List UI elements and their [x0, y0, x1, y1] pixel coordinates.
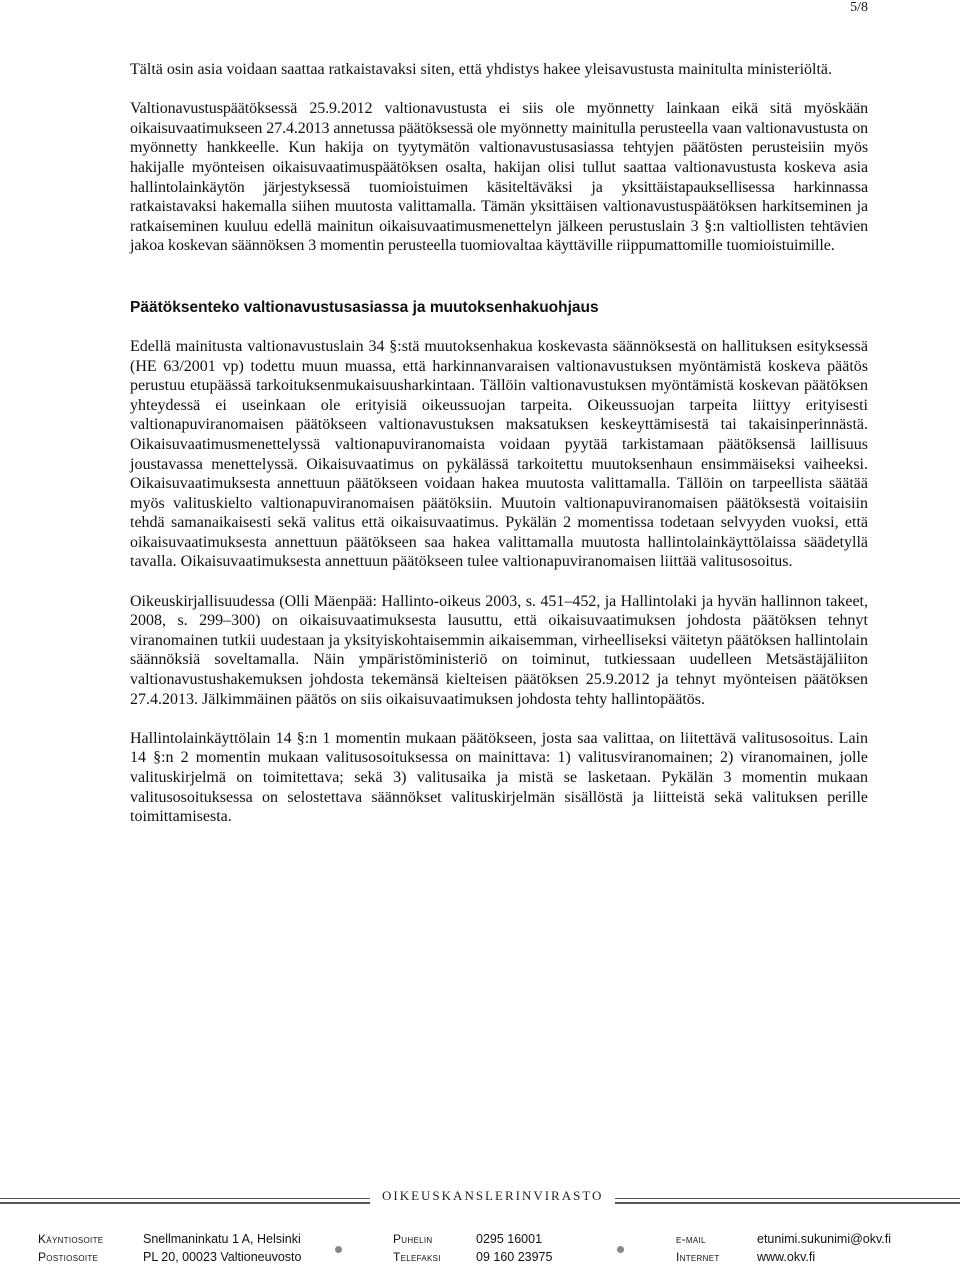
- visiting-address-value: Snellmaninkatu 1 A, Helsinki: [143, 1232, 301, 1246]
- fax-value: 09 160 23975: [476, 1250, 553, 1264]
- document-body: [130, 60, 868, 827]
- paragraph-5: Hallintolainkäyttölain 14 §:n 1 momentin mukaan päätökseen, josta saa valittaa, on liitettävä valitusosoitus. Lain 14 §:n 2 momentin mukaan valitusosoituksessa on mainittava: 1) valitusviranomainen; 2) viranomainen, jolle valituskirjelmä on toimitettava; sekä 3) valitusaika ja mistä se lasketaan. Pykälän 3 momentin mukaan valitusosoituksessa on selostettava säännökset valituskirjelmän sisällöstä ja liitteistä sekä valituksen perille toimittamisesta.: [130, 729, 868, 826]
- footer-contact-info: [0, 1232, 960, 1266]
- email-label: e-mail: [676, 1232, 706, 1246]
- phone-label: Puhelin: [393, 1232, 433, 1246]
- paragraph-3: Edellä mainitusta valtionavustuslain 34 §:stä muutoksenhakua koskevasta säännöksestä on hallituksen esityksessä (HE 63/2001 vp) todettu muun muassa, että harkinnanvaraisen valtionavustuksen myöntämistä koskeva päätös perustuu etupäässä tarkoituksenmukaisuusharkintaan. Tällöin valtionavustuksen myöntämistä koskevan päätöksen yhteydessä ei useinkaan ole erityisiä oikeussuojan tarpeita. Oikeussuojan tarpeita liittyy erityisesti valtionapuviranomaisen päätökseen valtionavustuksen maksatuksen keskeyttämisestä tai takaisinperinnästä. Oikaisuvaatimusmenettelyssä valtionapuviranomaista voidaan pyytää tarkistamaan päätöksensä laillisuus joustavassa menettelyssä. Oikaisuvaatimus on pykälässä tarkoitettu muutoksenhaun ensimmäiseksi vaiheeksi. Oikaisuvaatimuksesta annettuun päätökseen voidaan hakea muutosta valittamalla. Tällöin on tarpeellista säätää myös valituskielto valtionapuviranomaisen päätöksiin. Muutoin valtionapuviranomaisen päätöksestä voitaisiin tehdä samanaikaisesti sekä valitus että oikaisuvaatimus. Pykälän 2 momentissa todetaan selvyyden vuoksi, että oikaisuvaatimuksesta annettuun päätökseen saa hakea valittamalla muutosta hallintolainkäyttölaissa säädetyllä tavalla. Oikaisuvaatimuksesta annettuun päätökseen tulee valtionapuviranomaisen liittää valitusosoitus.: [130, 337, 868, 571]
- page-number: 5/8: [850, 0, 868, 15]
- paragraph-1: Tältä osin asia voidaan saattaa ratkaistavaksi siten, että yhdistys hakee yleisavustusta mainitulta ministeriöltä.: [130, 61, 833, 78]
- internet-label: Internet: [676, 1250, 720, 1264]
- website-link[interactable]: www.okv.fi: [757, 1250, 816, 1264]
- section-heading: Päätöksenteko valtionavustusasiassa ja muutoksenhakuohjaus: [130, 298, 599, 316]
- paragraph-2: Valtionavustuspäätöksessä 25.9.2012 valtionavustusta ei siis ole myönnetty lainkaan eikä sitä myöskään oikaisuvaatimukseen 27.4.2013 annetussa päätöksessä ole myönnetty mainitulla perusteella vaan valtionavustusta on myönnetty hankkeelle. Kun hakija on tyytymätön valtionavustusasiassa tehtyjen päätösten perusteisiin myös hakijalle myönteisen oikaisuvaatimuspäätöksen osalta, hakijan olisi tullut saattaa valtionavustusta koskeva asia hallintolainkäytön järjestyksessä tuomioistuimen käsiteltäväksi ja yksittäistapauksellisessa harkinnassa ratkaistavaksi hakemalla siihen muutosta valittamalla. Tämän yksittäisen valtionavustuspäätöksen harkitseminen ja ratkaiseminen kuuluu edellä mainitun oikaisuvaatimusmenettelyn jälkeen perustuslain 3 §:n valtiollisten tehtävien jakoa koskevan säännöksen 3 momentin perusteella tuomiovaltaa käyttäville riippumattomille tuomioistuimille.: [130, 100, 868, 255]
- paragraph-4: Oikeuskirjallisuudessa (Olli Mäenpää: Hallinto-oikeus 2003, s. 451–452, ja Hallintolaki ja hyvän hallinnon takeet, 2008, s. 299–300) on oikaisuvaatimuksesta lausuttu, että oikaisuvaatimuksen johdosta päätöksen tehnyt viranomainen tutkii uudestaan ja yksityiskohtaisemmin aikaisemman, virheelliseksi väitetyn päätöksen hallintolain säännöksiä soveltamalla. Näin ympäristöministeriö on toiminut, tutkiessaan uudelleen Metsästäjäliiton valtionavustushakemuksen johdosta tekemänsä kielteisen päätöksen 25.9.2012 ja tehnyt myönteisen päätöksen 27.4.2013. Jälkimmäinen päätös on siis oikaisuvaatimuksen johdosta tehty hallintopäätös.: [130, 592, 868, 708]
- phone-value: 0295 16001: [476, 1232, 543, 1246]
- footer-brand-logo: OIKEUSKANSLERINVIRASTO: [370, 1188, 615, 1204]
- fax-label: Telefaksi: [393, 1250, 441, 1264]
- bullet-dot-icon: [617, 1246, 624, 1253]
- email-link[interactable]: etunimi.sukunimi@okv.fi: [757, 1232, 892, 1246]
- postal-address-label: Postiosoite: [38, 1250, 99, 1264]
- postal-address-value: PL 20, 00023 Valtioneuvosto: [143, 1250, 302, 1264]
- visiting-address-label: Käyntiosoite: [38, 1232, 104, 1246]
- bullet-dot-icon: [335, 1246, 342, 1253]
